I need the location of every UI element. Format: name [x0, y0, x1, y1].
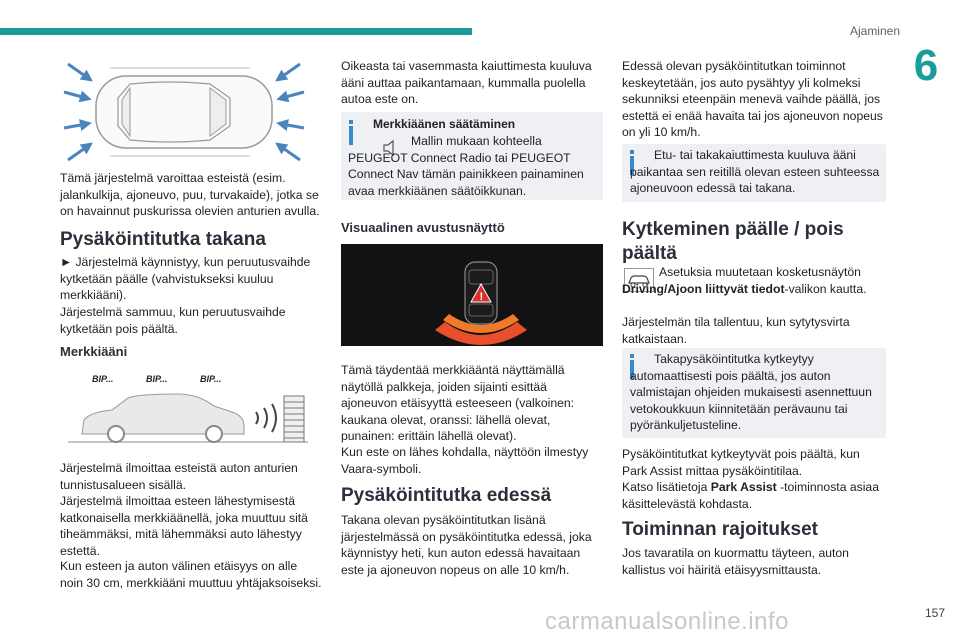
- beep-label: BIP...: [92, 374, 114, 384]
- menu-separator: /: [663, 281, 668, 296]
- beep-text-3: Kun esteen ja auton välinen etäisyys on alle noin 30 cm, merkkiääni muuttuu yhtäjaksoiseksi.: [60, 559, 322, 590]
- heading-front-radar: Pysäköintitutka edessä: [341, 485, 552, 506]
- note-title: Merkkiäänen säätäminen: [373, 117, 516, 131]
- toggle-text-part: -toiminnosta asiaa käsittelevästä kohdasta.: [622, 480, 879, 511]
- toggle-text-1: [622, 264, 886, 297]
- rear-text-2: Järjestelmä sammuu, kun peruutusvaihde kytketään pois päältä.: [60, 305, 286, 336]
- heading-visual-display: Visuaalinen avustusnäyttö: [341, 220, 505, 235]
- svg-text:!: !: [479, 291, 484, 303]
- beep-illustration: [68, 372, 318, 448]
- header-bar: [0, 28, 472, 35]
- chapter-number: 6: [913, 41, 939, 90]
- intro-text: Tämä järjestelmä varoittaa esteistä (esim. jalankulkija, ajoneuvo, puu, turvakaide), jotka se on havainnut puskurissa olevien anturien avulla.: [60, 171, 320, 219]
- toggle-text-part: -valikon kautta.: [784, 281, 867, 296]
- speaker-text: Oikeasta tai vasemmasta kaiuttimesta kuuluva ääni auttaa paikantamaan, kummalla puolella autoa este on.: [341, 59, 592, 107]
- heading-beep: Merkkiääni: [60, 344, 128, 359]
- page-number: 157: [924, 606, 945, 620]
- visual-text-1: Tämä täydentää merkkiääntä näyttämällä näytöllä palkkeja, joiden sijainti esittää ajoneuvon etäisyyttä esteeseen (valkoinen: kaukana olevat, oranssi: lähellä olevat, punainen: erittäin lähellä olevat).: [341, 363, 575, 444]
- beep-label: BIP...: [146, 374, 168, 384]
- beep-text-1: Järjestelmä ilmoittaa esteistä auton anturien tunnistusalueen sisällä.: [60, 461, 298, 492]
- front-text: Takana olevan pysäköintitutkan lisänä järjestelmässä on pysäköintitutka edessä, joka käynnistyy heti, kun auton edessä havaitaan este ja ajoneuvon nopeus on alle 10 km/h.: [341, 513, 592, 577]
- note-beep-settings: [341, 112, 603, 200]
- display-screenshot: [341, 244, 603, 346]
- toggle-text-4: [622, 479, 886, 512]
- note-text: Etu- tai takakaiuttimesta kuuluva ääni paikantaa sen reitillä olevan esteen suhteessa ajoneuvoon edessä tai takana.: [630, 148, 880, 196]
- beep-label: BIP...: [200, 374, 222, 384]
- section-title: Ajaminen: [849, 24, 900, 38]
- note-speaker-location: [622, 144, 886, 202]
- watermark: carmanualsonline.info: [545, 608, 789, 635]
- note-text: Takapysäköintitutka kytkeytyy automaattisesti pois päältä, jos auton valmistajan ohjeiden mukaisesti asennettuun vetokoukkuun kiinnitetään perävaunu tai pyöränkuljetusteline.: [630, 352, 872, 433]
- note-text: Mallin mukaan kohteella PEUGEOT Connect Radio tai PEUGEOT Connect Nav tämän painikkeen painaminen avaa merkkiäänen säätöikkunan.: [348, 134, 584, 198]
- heading-rear-radar: Pysäköintitutka takana: [60, 229, 266, 250]
- car-sensor-illustration: [60, 58, 308, 166]
- toggle-text-part: Asetuksia muutetaan kosketusnäytön: [659, 265, 861, 279]
- toggle-text-2: Järjestelmän tila tallentuu, kun sytytysvirta katkaistaan.: [622, 315, 850, 346]
- heading-limitations: Toiminnan rajoitukset: [622, 519, 819, 540]
- limits-text: Jos tavaratila on kuormattu täyteen, auton kallistus voi häiritä etäisyysmittausta.: [622, 546, 849, 577]
- note-towbar: [622, 348, 886, 438]
- toggle-text-part: Katso lisätietoja: [622, 480, 711, 494]
- front-suspend-text: Edessä olevan pysäköintitutkan toiminnot keskeytetään, jos auto pysähtyy yli kolmeksi sekunniksi eteenpäin menevä vaihde päällä, jos estettä ei enää havaita tai jos ajoneuvon nopeus on yli 10 km/h.: [622, 59, 883, 140]
- menu-driving: Driving: [622, 281, 664, 296]
- car-side-icon: [68, 386, 318, 448]
- park-assist-ref: Park Assist: [710, 480, 777, 494]
- visual-text-2: Kun este on lähes kohdalla, näyttöön ilmestyy Vaara-symboli.: [341, 445, 589, 476]
- beep-text-2: Järjestelmä ilmoittaa esteen lähestymisestä katkonaisella merkkiäänellä, joka muuttuu sitä tiheämmäksi, mitä lähemmäksi auto lähestyy estettä.: [60, 494, 308, 558]
- heading-toggle: Kytkeminen päälle / pois päältä: [622, 219, 844, 264]
- rear-text-1: ► Järjestelmä käynnistyy, kun peruutusvaihde kytketään päälle (vahvistukseksi kuuluu merkkiääni).: [60, 255, 311, 303]
- menu-driving-info: Ajoon liittyvät tiedot: [667, 281, 785, 296]
- toggle-text-3: Pysäköintitutkat kytkeytyvät pois päältä, kun Park Assist mittaa pysäköintitilaa.: [622, 447, 860, 478]
